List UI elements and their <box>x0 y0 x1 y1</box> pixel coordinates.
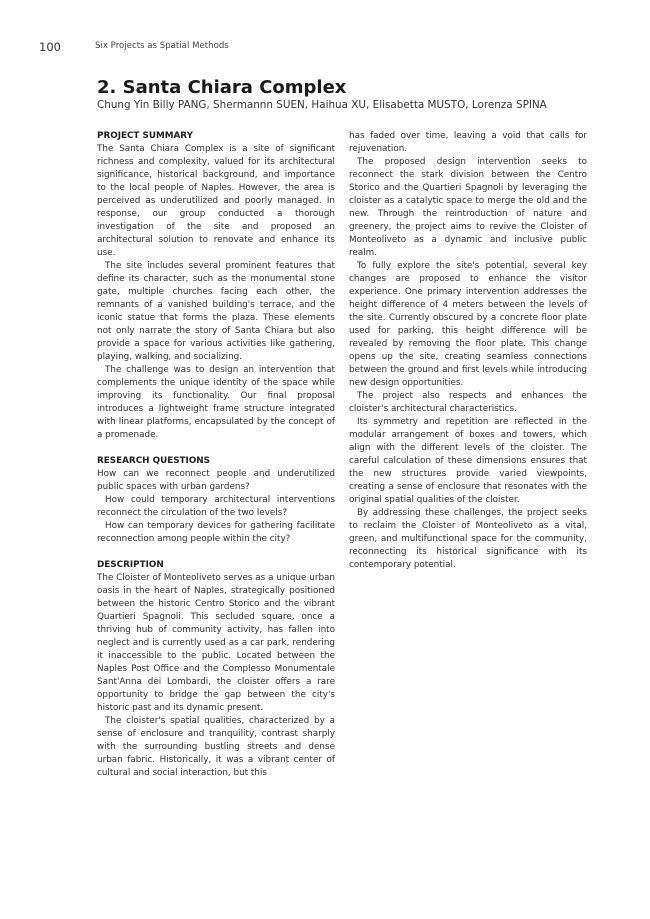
left-column <box>97 130 335 780</box>
page-number: 100 <box>39 40 61 54</box>
research-questions-heading: RESEARCH QUESTIONS <box>97 456 211 466</box>
author-list: Chung Yin Billy PANG, Shermannn SUEN, Haihua XU, Elisabetta MUSTO, Lorenza SPINA <box>97 99 547 111</box>
description-paragraph: By addressing these challenges, the project seeks to reclaim the Cloister of Monteoliveto as a vital, green, and multifunctional space for the community, reconnecting its historical significance with its contemporary potential. <box>349 508 587 570</box>
research-question: How could temporary architectural interventions reconnect the circulation of the two levels? <box>97 495 335 518</box>
summary-paragraph: The Santa Chiara Complex is a site of significant richness and complexity, valued for its architectural significance, historical background, and importance to the local people of Naples. However, the area is perceived as underutilized and poorly managed. In response, our group conducted a thorough investigation of the site and proposed an architectural solution to renovate and enhance its use. <box>97 144 335 258</box>
description-paragraph: Its symmetry and repetition are reflected in the modular arrangement of boxes and towers, which align with the different levels of the cloister. The careful calculation of these dimensions ensures that the new structures provide varied viewpoints, creating a sense of enclosure that resonates with the original spatial qualities of the cloister. <box>349 417 587 505</box>
description-paragraph: The proposed design intervention seeks to reconnect the stark division between the Centro Storico and the Quartieri Spagnoli by leveraging the cloister as a catalytic space to merge the old and the new. Through the reintroduction of nature and greenery, the project aims to revive the Cloister of Monteoliveto as a dynamic and inclusive public realm. <box>349 157 587 258</box>
description-paragraph: The Cloister of Monteoliveto serves as a unique urban oasis in the heart of Naples, strategically positioned between the historic Centro Storico and the vibrant Quartieri Spagnoli. This secluded square, once a thriving hub of community activity, has fallen into neglect and is currently used as a car park, rendering it inaccessible to the public. Located between the Naples Post Office and the Complesso Monumentale Sant'Anna dei Lombardi, the cloister offers a rare opportunity to bridge the gap between the city's historic past and its dynamic present. <box>97 573 335 713</box>
chapter-title: 2. Santa Chiara Complex <box>97 77 347 98</box>
research-question: How can temporary devices for gathering facilitate reconnection among people within the city? <box>97 521 335 544</box>
research-question: How can we reconnect people and underutilized public spaces with urban gardens? <box>97 469 335 492</box>
summary-paragraph: The challenge was to design an intervention that complements the unique identity of the space while improving its functionality. Our final proposal introduces a lightweight frame structure integrated with linear platforms, encapsulated by the concept of a promenade. <box>97 365 335 440</box>
description-paragraph: The cloister's spatial qualities, characterized by a sense of enclosure and tranquility, contrast sharply with the surrounding bustling streets and dense urban fabric. Historically, it was a vibrant center of cultural and social interaction, but this <box>97 716 335 778</box>
summary-paragraph: The site includes several prominent features that define its character, such as the monumental stone gate, multiple churches facing each other, the remnants of a vanished building's terrace, and the iconic statue that forms the plaza. These elements not only narrate the story of Santa Chiara but also provide a space for various activities like gathering, playing, walking, and socializing. <box>97 261 335 362</box>
description-paragraph: has faded over time, leaving a void that calls for rejuvenation. <box>349 131 587 154</box>
right-column <box>349 130 587 572</box>
running-title: Six Projects as Spatial Methods <box>95 41 229 51</box>
description-paragraph: To fully explore the site's potential, several key changes are proposed to enhance the visitor experience. One primary intervention addresses the height difference of 4 meters between the levels of the site. Currently obscured by a concrete floor plate used for parking, this height difference will be revealed by removing the floor plate. This change opens up the site, creating seamless connections between the ground and first levels while introducing new design opportunities. <box>349 261 587 388</box>
project-summary-heading: PROJECT SUMMARY <box>97 131 193 141</box>
description-paragraph: The project also respects and enhances the cloister's architectural characteristics. <box>349 391 587 414</box>
description-heading: DESCRIPTION <box>97 560 164 570</box>
